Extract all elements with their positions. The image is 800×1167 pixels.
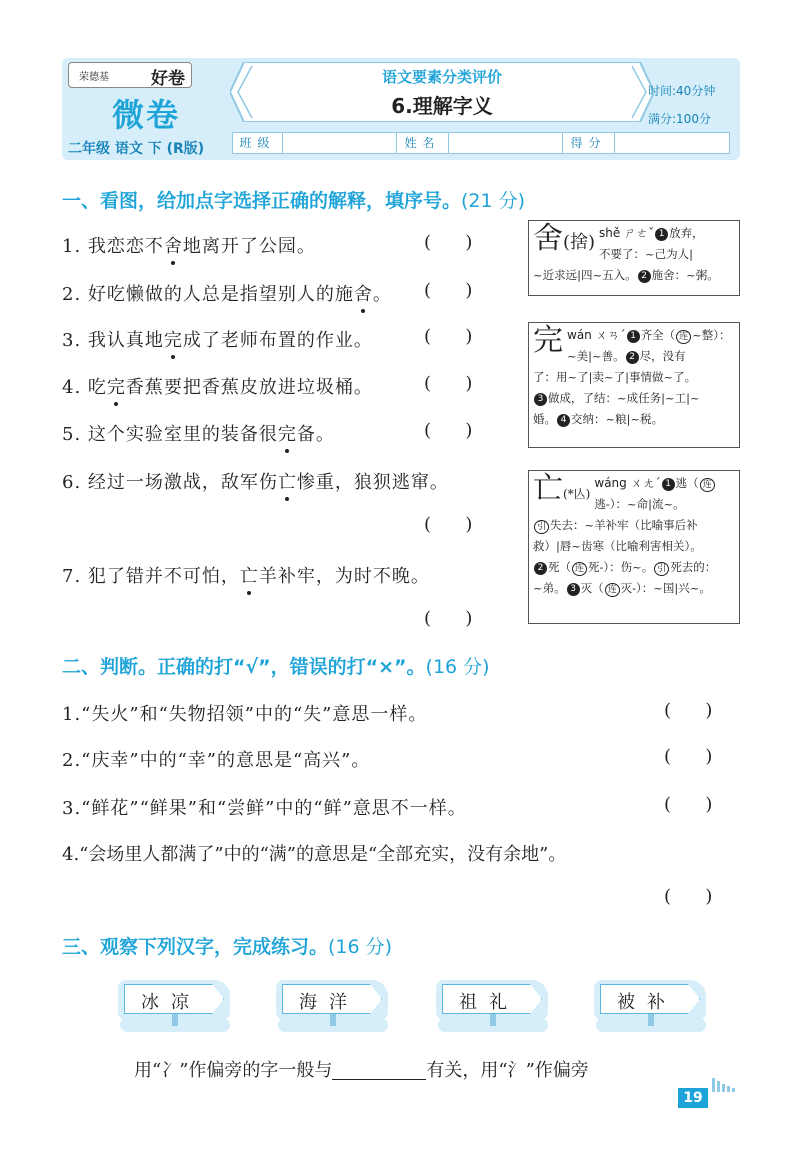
- fill-blank[interactable]: [332, 1062, 426, 1080]
- s1-question-1: [62, 232, 316, 258]
- banner-subtitle: 语文要素分类评价: [381, 68, 502, 86]
- s1-answer-5[interactable]: ( ): [424, 420, 473, 441]
- s2-question-4: 4.“会场里人都满了”中的“满”的意思是“全部充实，没有余地”。: [62, 844, 567, 865]
- s2-question-1: 1.“失火”和“失物招领”中的“失”意思一样。: [62, 704, 428, 725]
- s1-question-6: [62, 468, 449, 494]
- dict-pinyin: wán ㄨㄢˊ: [567, 328, 626, 342]
- dict-entry-she: [528, 220, 740, 296]
- sense-number: 2: [534, 562, 547, 575]
- lian-mark: 连: [676, 330, 691, 344]
- time-limit: 时间:40分钟: [648, 84, 716, 98]
- section3-title: [62, 932, 392, 959]
- class-label: 班级: [239, 136, 276, 150]
- brand-name: 好卷: [151, 69, 185, 89]
- s3-sentence: [134, 1056, 589, 1082]
- section3-points: (16 分): [328, 936, 393, 958]
- section2-title-text: 二、判断。正确的打“√”，错误的打“×”。: [62, 656, 426, 678]
- q-text: 3. 我认真地: [62, 330, 164, 351]
- yin-mark: 引: [534, 520, 549, 534]
- q-text: 4. 吃: [62, 377, 107, 398]
- sense-text: 了：用~了|卖~了|事情做~了。: [533, 370, 697, 384]
- sense-number: 1: [627, 330, 640, 343]
- signpost-1: [118, 980, 236, 1032]
- q-text: 5. 这个实验室里的装备很: [62, 424, 278, 445]
- sense-text: 死-）：伤~。: [588, 560, 654, 574]
- s1-answer-4[interactable]: ( ): [424, 373, 473, 394]
- signpost-4: [594, 980, 712, 1032]
- q-text: 6. 经过一场激战，敌军伤: [62, 472, 278, 493]
- sense-text: 施舍：~粥。: [651, 268, 719, 282]
- dict-char-main: 亡: [533, 471, 563, 506]
- sense-text: 失去：~羊补牢（比喻事后补: [550, 518, 698, 532]
- sense-text: ~近求远|四~五入。: [533, 268, 637, 282]
- dict-char-main: 舍: [533, 221, 563, 256]
- s1-question-3: [62, 326, 373, 352]
- sense-number: 1: [662, 478, 675, 491]
- s2-answer-4[interactable]: ( ): [664, 886, 713, 907]
- dict-pinyin: wáng ㄨㄤˊ: [594, 476, 661, 490]
- grade-label: 二年级 语文 下 (R版): [68, 141, 205, 157]
- publisher-name: 荣德基: [79, 72, 109, 83]
- sense-text: 放弃，: [669, 226, 704, 240]
- score-field[interactable]: [615, 133, 729, 153]
- section1-title: [62, 186, 525, 213]
- dotted-char: 完: [107, 373, 126, 399]
- dotted-char: 亡: [278, 468, 297, 494]
- dotted-char: 完: [164, 326, 183, 352]
- q-text: 备。: [296, 424, 335, 445]
- sense-text: 不要了：~己为人|: [599, 247, 694, 261]
- score-label: 得分: [570, 136, 607, 150]
- sign-post: [330, 1014, 336, 1026]
- name-label-cell: [397, 133, 449, 153]
- dotted-char: 舍: [164, 232, 183, 258]
- s1-question-5: [62, 420, 335, 446]
- sense-text: 死去的：: [670, 560, 717, 574]
- dict-char: [533, 223, 595, 259]
- student-info-bar: [232, 132, 730, 154]
- series-title: 微卷: [112, 96, 181, 134]
- s1-answer-2[interactable]: ( ): [424, 280, 473, 301]
- s1-question-4: [62, 373, 373, 399]
- dict-char: 完: [533, 323, 563, 358]
- sense-number: 2: [626, 351, 639, 364]
- sentence-part: 有关，用“氵”作偏旁: [426, 1060, 589, 1081]
- section3-title-text: 三、观察下列汉字，完成练习。: [62, 936, 329, 958]
- sense-text: ~弟。: [533, 581, 566, 595]
- s2-answer-3[interactable]: ( ): [664, 794, 713, 815]
- sense-text: ~整）：: [692, 328, 731, 342]
- q-text: 2. 好吃懒做的人总是指望别人的施: [62, 284, 354, 305]
- q-text: 香蕉要把香蕉皮放进垃圾桶。: [125, 377, 373, 398]
- q-text: 。: [372, 284, 392, 305]
- page-title: 6.理解字义: [391, 94, 493, 118]
- sense-number: 3: [567, 583, 580, 596]
- sign-word: 冰凉: [141, 992, 201, 1013]
- dict-pinyin: shě ㄕㄜˇ: [599, 226, 655, 240]
- section2-points: (16 分): [425, 656, 490, 678]
- dict-char: [533, 473, 590, 510]
- sense-text: 交纳：~粮|~税。: [571, 412, 664, 426]
- sense-text: 齐全（: [640, 328, 676, 342]
- section2-title: [62, 652, 490, 679]
- signpost-2: [276, 980, 394, 1032]
- page-number: 19: [678, 1088, 708, 1108]
- dotted-char: 亡: [240, 562, 259, 588]
- sign-word: 祖礼: [459, 992, 519, 1013]
- q-text: 羊补牢，为时不晚。: [258, 566, 430, 587]
- dict-char-alt: (*亾): [563, 487, 591, 501]
- s1-answer-6[interactable]: ( ): [424, 514, 473, 535]
- sign-post: [172, 1014, 178, 1026]
- s2-question-3: 3.“鲜花”“鲜果”和“尝鲜”中的“鲜”意思不一样。: [62, 798, 467, 819]
- sense-text: 灭（: [580, 581, 604, 595]
- section1-points: (21 分): [461, 190, 526, 212]
- sign-post: [490, 1014, 496, 1026]
- sense-number: 1: [655, 228, 668, 241]
- s1-answer-3[interactable]: ( ): [424, 326, 473, 347]
- sense-text: 尽，没有: [639, 349, 686, 363]
- q-text: 地离开了公园。: [182, 236, 316, 257]
- dotted-char: 舍: [354, 280, 373, 306]
- full-score: 满分:100分: [648, 112, 711, 126]
- sense-text: ~美|~善。: [567, 349, 625, 363]
- sense-text: 救）|唇~齿寒（比喻利害相关）。: [533, 539, 702, 553]
- name-label: 姓名: [404, 136, 441, 150]
- sentence-part: 用“冫”作偏旁的字一般与: [134, 1060, 333, 1081]
- worksheet-header: [62, 58, 740, 160]
- s2-answer-1[interactable]: ( ): [664, 700, 713, 721]
- name-field[interactable]: [449, 133, 563, 153]
- sense-text: 逃-）：~命|流~。: [594, 497, 685, 511]
- sign-word: 被补: [617, 992, 677, 1013]
- q-text: 7. 犯了错并不可怕，: [62, 566, 240, 587]
- s1-question-2: [62, 280, 392, 306]
- yin-mark: 引: [654, 562, 669, 576]
- class-field[interactable]: [283, 133, 397, 153]
- sense-number: 3: [534, 393, 547, 406]
- dict-entry-wang: [528, 470, 740, 624]
- sign-post: [648, 1014, 654, 1026]
- q-text: 成了老师布置的作业。: [182, 330, 373, 351]
- lian-mark: 连: [572, 562, 587, 576]
- q-text: 惨重，狼狈逃窜。: [296, 472, 449, 493]
- sense-text: 逃（: [675, 476, 699, 490]
- q-text: 1. 我恋恋不: [62, 236, 164, 257]
- signpost-3: [436, 980, 554, 1032]
- sense-number: 4: [557, 414, 570, 427]
- dotted-char: 完: [278, 420, 297, 446]
- s1-answer-1[interactable]: ( ): [424, 232, 473, 253]
- dict-char-alt: (捨): [563, 232, 596, 253]
- sign-word: 海洋: [299, 992, 359, 1013]
- lian-mark: 连: [605, 583, 620, 597]
- dict-entry-wan: [528, 322, 740, 448]
- s2-answer-2[interactable]: ( ): [664, 746, 713, 767]
- score-label-cell: [563, 133, 615, 153]
- sense-text: 灭-）：~国|兴~。: [620, 581, 711, 595]
- s2-question-2: 2.“庆幸”中的“幸”的意思是“高兴”。: [62, 750, 371, 771]
- s1-answer-7[interactable]: ( ): [424, 608, 473, 629]
- sense-text: 婚。: [533, 412, 556, 426]
- sense-text: 做成，了结：~成任务|~工|~: [548, 391, 700, 405]
- section1-title-text: 一、看图，给加点字选择正确的解释，填序号。: [62, 190, 462, 212]
- sense-text: 死（: [548, 560, 571, 574]
- brand-logo: [68, 62, 192, 88]
- s1-question-7: [62, 562, 430, 588]
- sense-number: 2: [638, 270, 651, 283]
- lian-mark: 连: [700, 478, 715, 492]
- class-label-cell: [233, 133, 283, 153]
